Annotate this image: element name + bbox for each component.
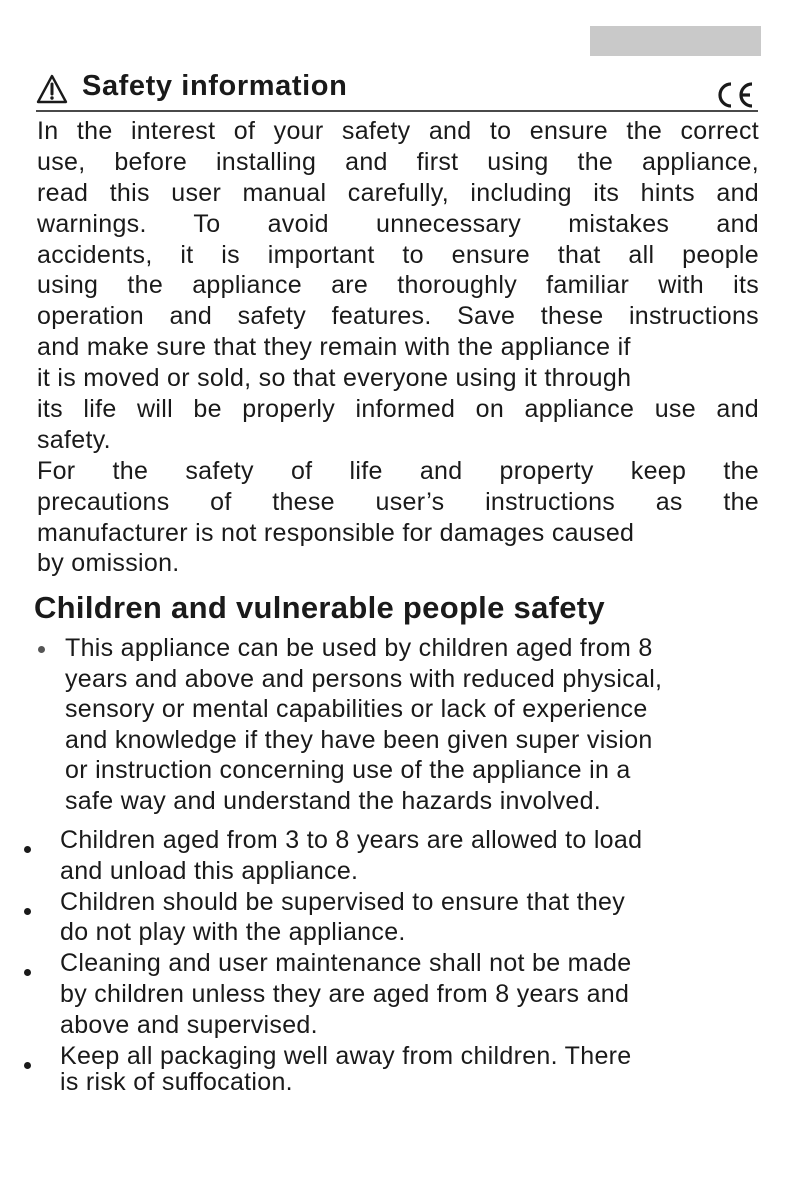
intro-line: use, before installing and first using the appliance, — [37, 147, 759, 176]
intro-line: read this user manual carefully, including its hints and — [37, 178, 759, 207]
list-item — [36, 633, 758, 816]
intro-line: manufacturer is not responsible for damages caused — [37, 518, 635, 547]
intro-line: operation and safety features. Save these instructions — [37, 302, 759, 331]
intro-line: and make sure that they remain with the appliance if — [37, 333, 631, 362]
section-header — [36, 68, 758, 112]
intro-line: its life will be properly informed on appliance use and — [37, 395, 759, 424]
list-item — [24, 1041, 764, 1095]
bullet-line: and unload this appliance. — [60, 856, 359, 885]
bullet-line: and knowledge if they have been given super vision — [65, 725, 653, 754]
header-divider — [36, 110, 758, 112]
bullet-line: do not play with the appliance. — [60, 918, 406, 947]
bullet-line: above and supervised. — [60, 1010, 318, 1039]
bullet-icon — [24, 1062, 31, 1069]
intro-line: safety. — [37, 425, 111, 454]
bullet-line: sensory or mental capabilities or lack of experience — [65, 695, 648, 723]
bullet-icon — [24, 969, 31, 976]
list-item — [24, 948, 764, 1040]
children-safety-heading: Children and vulnerable people safety — [34, 590, 605, 625]
bullet-line: years and above and persons with reduced physical, — [65, 664, 663, 693]
bullet-line: Cleaning and user maintenance shall not be made — [60, 949, 632, 978]
intro-line: precautions of these user’s instructions as the — [37, 487, 759, 516]
bullet-line: by children unless they are aged from 8 years and — [60, 979, 630, 1008]
intro-line: it is moved or sold, so that everyone using it through — [37, 364, 632, 393]
intro-line: warnings. To avoid unnecessary mistakes and — [37, 209, 759, 238]
ce-mark-icon — [714, 80, 756, 110]
bullet-line: This appliance can be used by children aged from 8 — [65, 634, 653, 662]
bullet-line: Keep all packaging well away from children. There — [60, 1041, 632, 1070]
intro-paragraph — [37, 116, 759, 579]
page-title: Safety information — [82, 70, 348, 102]
intro-line: For the safety of life and property keep the — [37, 456, 759, 485]
list-item — [24, 825, 764, 887]
bullet-line: or instruction concerning use of the appliance in a — [65, 756, 631, 784]
list-item — [24, 887, 764, 949]
intro-line: In the interest of your safety and to ensure the correct — [37, 117, 759, 145]
warning-icon — [36, 74, 68, 104]
bullet-icon — [38, 646, 45, 653]
intro-line: by omission. — [37, 549, 180, 578]
page-tab-marker — [590, 26, 761, 56]
bullet-line: safe way and understand the hazards involved. — [65, 786, 602, 815]
bullet-line: Children aged from 3 to 8 years are allowed to load — [60, 826, 643, 854]
intro-line: using the appliance are thoroughly familiar with its — [37, 271, 759, 300]
intro-line: accidents, it is important to ensure that all people — [37, 240, 759, 269]
bullet-line: is risk of suffocation. — [60, 1068, 293, 1097]
children-bullet-list — [24, 825, 764, 1097]
bullet-icon — [24, 846, 31, 853]
bullet-icon — [24, 908, 31, 915]
bullet-line: Children should be supervised to ensure that they — [60, 887, 626, 916]
